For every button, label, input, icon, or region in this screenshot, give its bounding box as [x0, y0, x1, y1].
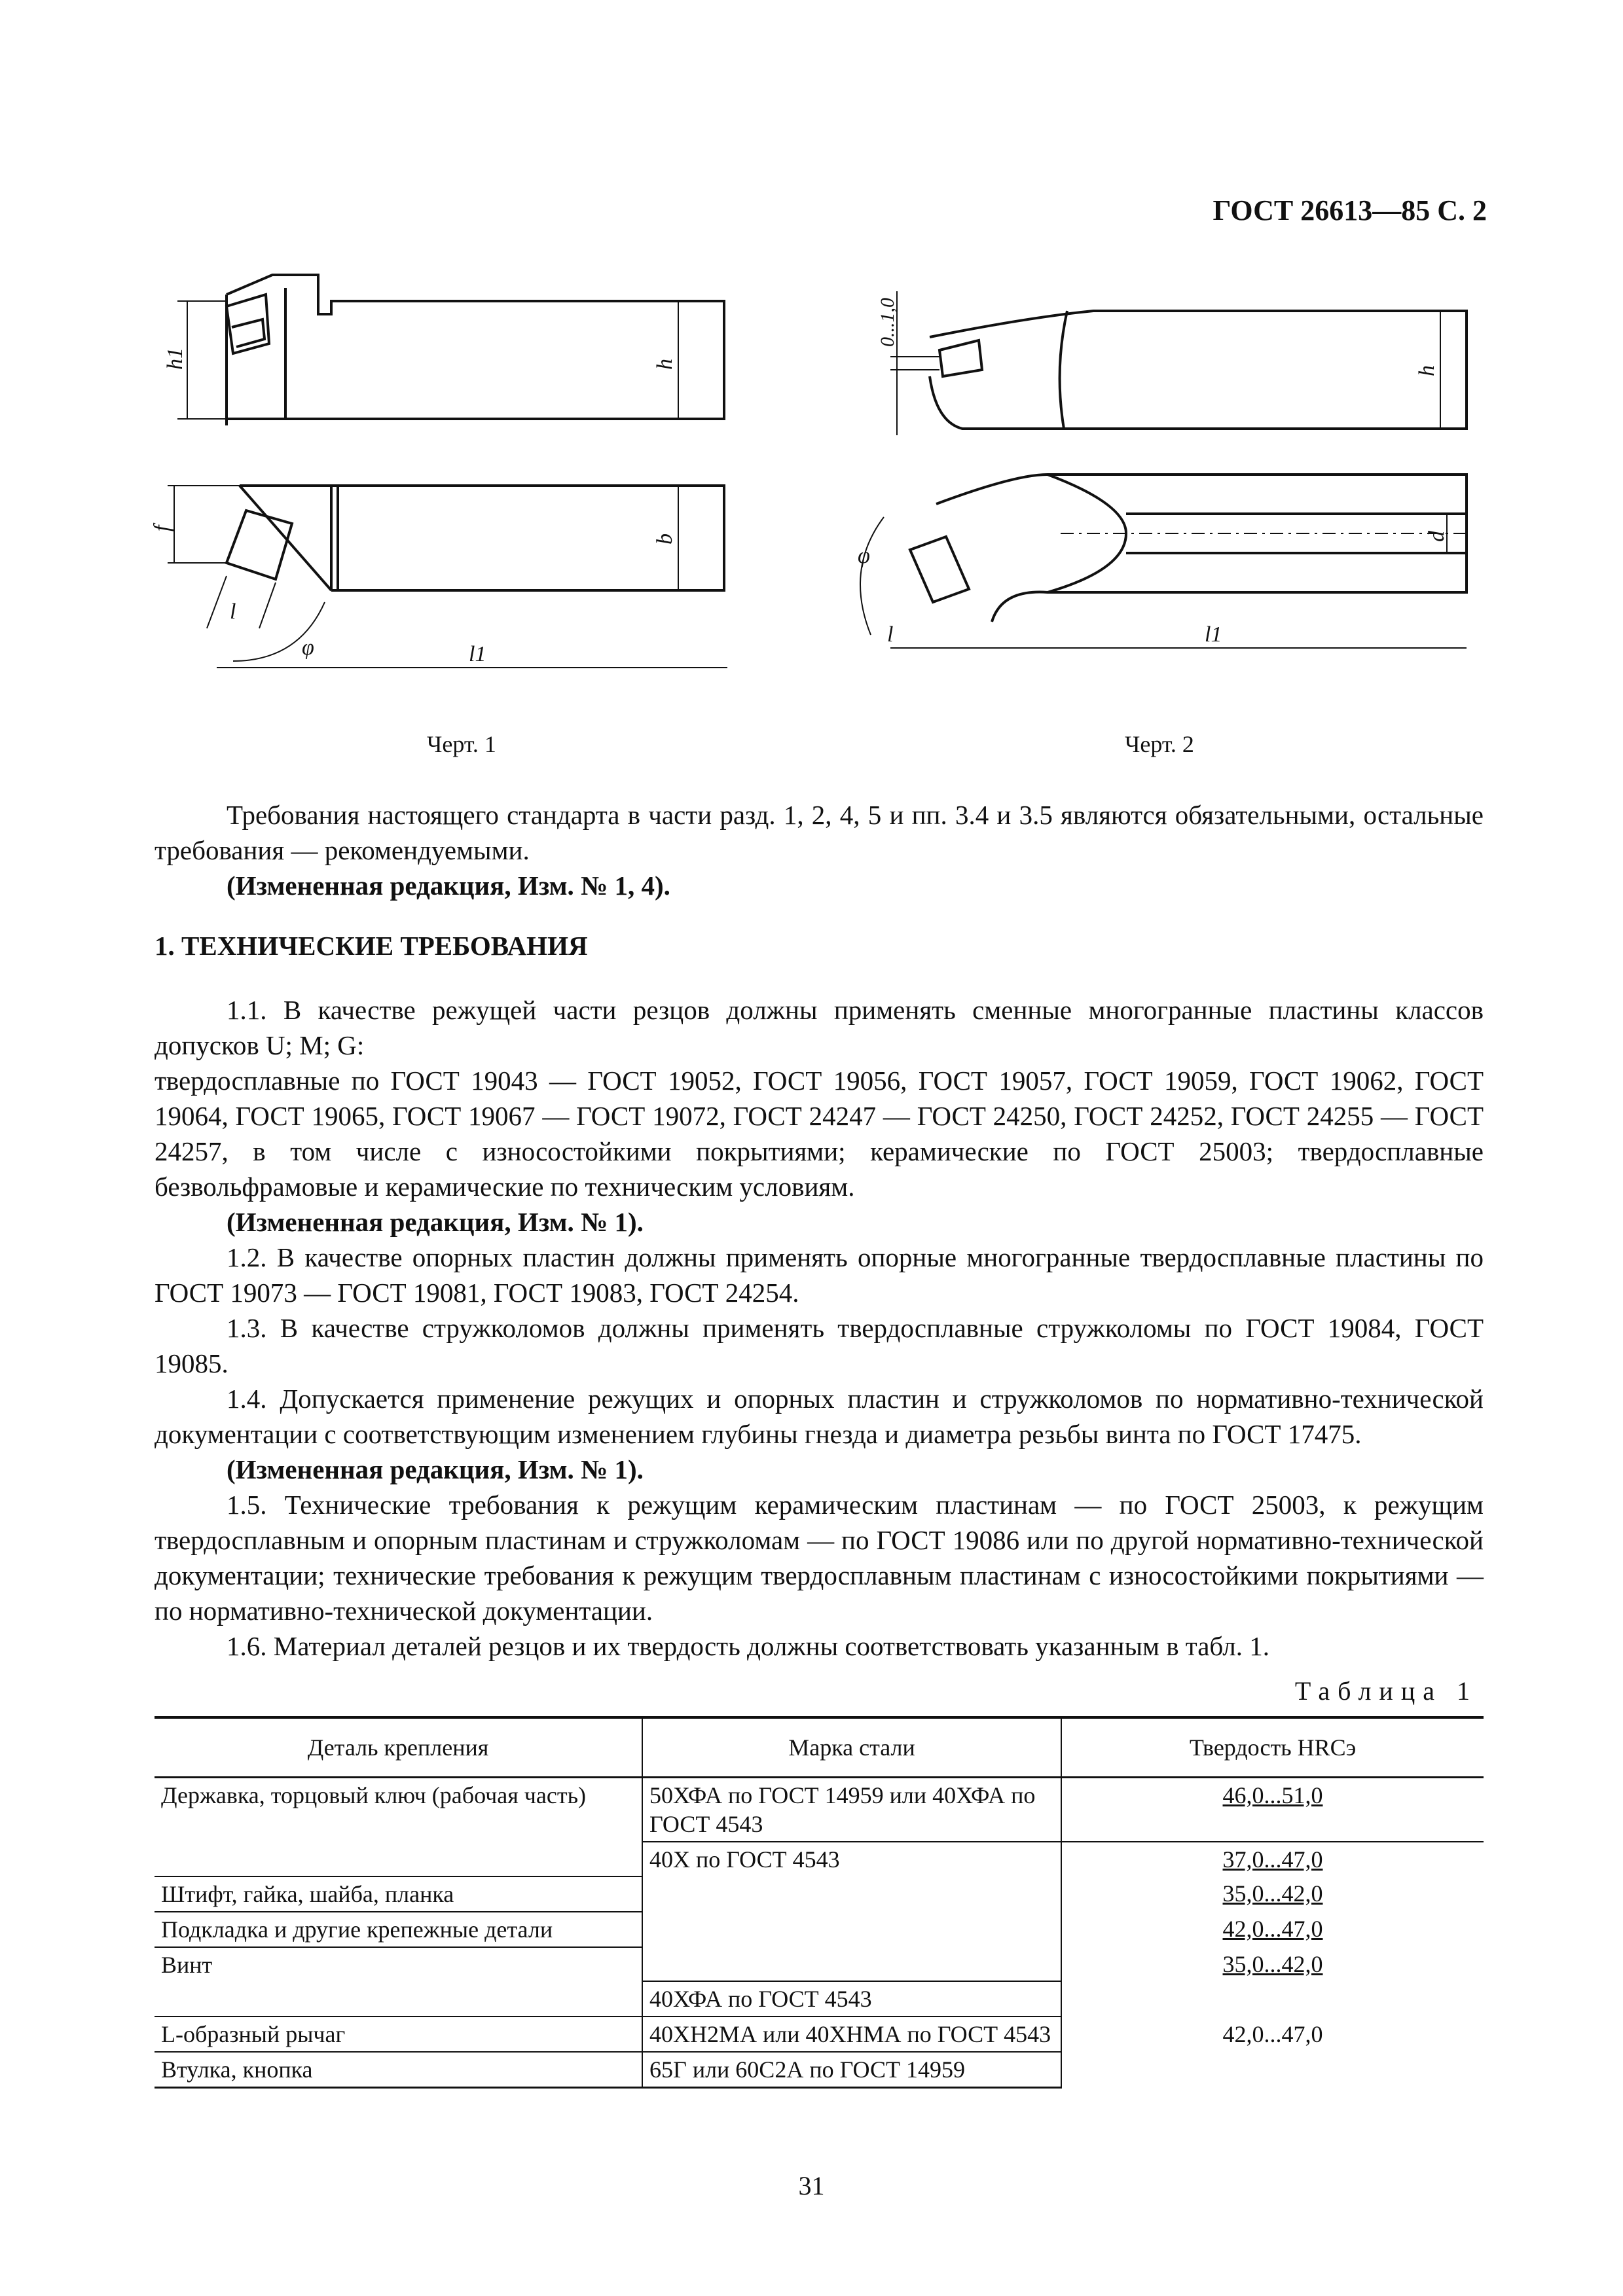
figure-1-caption: Черт. 1	[427, 731, 496, 757]
table-cell: 40ХФА по ГОСТ 4543	[642, 1981, 1061, 2017]
table-header-row	[155, 1717, 1484, 1778]
paragraph-1-1-amendment: (Измененная редакция, Изм. № 1).	[227, 1207, 644, 1237]
document-header: ГОСТ 26613—85 С. 2	[1213, 194, 1487, 226]
fig2-label-h: h	[1415, 365, 1439, 376]
fig2-label-l: l	[887, 622, 894, 647]
table-cell: Втулка, кнопка	[155, 2052, 642, 2088]
table-cell: 40Х по ГОСТ 4543	[642, 1842, 1061, 1981]
figure-2-top-view	[818, 465, 1486, 687]
intro-amendment: (Измененная редакция, Изм. № 1, 4).	[227, 870, 670, 901]
table-cell	[1061, 1912, 1484, 1947]
table-cell: Подкладка и другие крепежные детали	[155, 1912, 642, 1947]
table-cell: L-образный рычаг	[155, 2017, 642, 2052]
figure-1-side-view	[155, 262, 744, 445]
table-cell	[1061, 1778, 1484, 1842]
paragraph-1-5: 1.5. Технические требования к режущим керамическим пластинам — по ГОСТ 25003, к режущим твердосплавным и опорным пластинам и стружколомам — по ГОСТ 19086 или по другой нормативно-технической документации; технические требования к режущим твердосплавным пластинам с износостойкими покрытиями — по нормативно-технической документации.	[155, 1490, 1484, 1626]
paragraph-1-4: 1.4. Допускается применение режущих и опорных пластин и стружколомов по нормативно-технической документации с соответствующим изменением глубины гнезда и диаметра резьбы винта по ГОСТ 17475.	[155, 1384, 1484, 1449]
paragraph-1-1-list: твердосплавные по ГОСТ 19043 — ГОСТ 19052, ГОСТ 19056, ГОСТ 19057, ГОСТ 19059, ГОСТ 19062, ГОСТ 19064, ГОСТ 19065, ГОСТ 19067 — ГОСТ 19072, ГОСТ 24247 — ГОСТ 24250, ГОСТ 24252, ГОСТ 24255 — ГОСТ 24257, в том числе с износостойкими покрытиями; керамические по ГОСТ 25003; твердосплавные безвольфрамовые и керамические по техническим условиям.	[155, 1066, 1484, 1202]
fig1-label-l: l	[230, 600, 236, 624]
fig1-label-f: f	[150, 525, 174, 531]
figure-1-top-view	[150, 471, 744, 694]
hardness-value: 42,0...47,0	[1222, 1916, 1323, 1942]
table-cell	[1061, 1876, 1484, 1912]
fig2-label-gap: 0...1,0	[877, 298, 898, 347]
page-number: 31	[798, 2171, 825, 2200]
table-cell	[1061, 1842, 1484, 1876]
paragraph-1-4-amendment: (Измененная редакция, Изм. № 1).	[227, 1454, 644, 1484]
body-text	[155, 797, 1484, 1664]
fig2-label-phi: φ	[858, 544, 870, 568]
table-cell: 50ХФА по ГОСТ 14959 или 40ХФА по ГОСТ 4543	[642, 1778, 1061, 1842]
table-cell	[1061, 1981, 1484, 2088]
table-cell: 40ХН2МА или 40ХНМА по ГОСТ 4543	[642, 2017, 1061, 2052]
section-title: 1. ТЕХНИЧЕСКИЕ ТРЕБОВАНИЯ	[155, 931, 588, 961]
figure-2-side-view	[864, 272, 1486, 448]
paragraph-1-3: 1.3. В качестве стружколомов должны применять твердосплавные стружколомы по ГОСТ 19084, ГОСТ 19085.	[155, 1313, 1484, 1378]
paragraph-1-6: 1.6. Материал деталей резцов и их твердость должны соответствовать указанным в табл. 1.	[227, 1631, 1269, 1661]
hardness-value: 35,0...42,0	[1222, 1951, 1323, 1977]
fig2-label-d: d	[1425, 531, 1449, 542]
paragraph-1-1: 1.1. В качестве режущей части резцов должны применять сменные многогранные пластины классов допусков U; M; G:	[155, 995, 1484, 1060]
fig1-label-h: h	[653, 359, 677, 370]
fig1-label-phi: φ	[302, 636, 314, 660]
fig1-label-h1: h1	[163, 348, 187, 370]
table-cell: Державка, торцовый ключ (рабочая часть)	[155, 1778, 642, 1877]
table-header-cell: Деталь крепления	[155, 1717, 642, 1778]
table-header-cell: Твердость HRCэ	[1061, 1717, 1484, 1778]
table-header-cell: Марка стали	[642, 1717, 1061, 1778]
table-cell	[1061, 1947, 1484, 1981]
figure-2-caption: Черт. 2	[1125, 731, 1194, 757]
table-1-label: Таблица 1	[1294, 1676, 1478, 1706]
fig1-label-b: b	[653, 533, 677, 545]
hardness-value: 35,0...42,0	[1222, 1880, 1323, 1907]
table-cell: Штифт, гайка, шайба, планка	[155, 1876, 642, 1912]
fig1-label-l1: l1	[469, 642, 486, 666]
hardness-value: 37,0...47,0	[1222, 1846, 1323, 1873]
table-1	[155, 1716, 1484, 2089]
fig2-label-l1: l1	[1205, 622, 1222, 647]
intro-paragraph: Требования настоящего стандарта в части разд. 1, 2, 4, 5 и пп. 3.4 и 3.5 являются обязательными, остальные требования — рекомендуемыми.	[155, 800, 1484, 865]
hardness-value: 46,0...51,0	[1222, 1782, 1323, 1808]
table-cell: 65Г или 60С2А по ГОСТ 14959	[642, 2052, 1061, 2088]
table-cell: Винт	[155, 1947, 642, 2017]
paragraph-1-2: 1.2. В качестве опорных пластин должны применять опорные многогранные твердосплавные пластины по ГОСТ 19073 — ГОСТ 19081, ГОСТ 19083, ГОСТ 24254.	[155, 1242, 1484, 1308]
hardness-value: 42,0...47,0	[1222, 2021, 1323, 2048]
table-row	[155, 1778, 1484, 1842]
